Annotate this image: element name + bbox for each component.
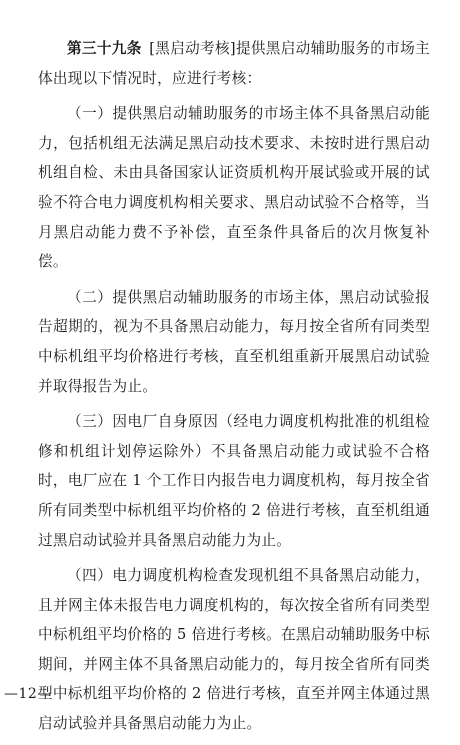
clause-2: （二）提供黑启动辅助服务的市场主体，黑启动试验报告超期的，视为不具备黑启动能力，每月按全省所有同类型中标机组平均价格进行考核，直至机组重新开展黑启动试验并取得报告为止。 <box>38 288 430 395</box>
article-paragraph <box>38 34 430 93</box>
document-body <box>38 34 430 745</box>
article-heading: 第三十九条 <box>67 40 142 57</box>
clause-4: （四）电力调度机构检查发现机组不具备黑启动能力，且并网主体未报告电力调度机构的，每次按全省所有同类型中标机组平均价格的 5 倍进行考核。在黑启动辅助服务中标期间，并网主体不具备黑启动能力的，每月按全省所有同类型中标机组平均价格的 2 倍进行考核，直至并网主体通过黑启动试验并具备黑启动能力为止。 <box>38 567 430 733</box>
article-title: [黑启动考核] <box>149 40 236 57</box>
article-intro: 提供黑启动辅助服务的市场主体出现以下情况时，应进行考核： <box>38 40 430 87</box>
clause-3: （三）因电厂自身原因（经电力调度机构批准的机组检修和机组计划停运除外）不具备黑启动能力或试验不合格时，电厂应在 1 个工作日内报告电力调度机构，每月按全省所有同类型中标机组平均价格的 2 倍进行考核，直至机组通过黑启动试验并具备黑启动能力为止。 <box>38 413 430 549</box>
clause-1: （一）提供黑启动辅助服务的市场主体不具备黑启动能力，包括机组无法满足黑启动技术要求、未按时进行黑启动机组自检、未由具备国家认证资质机构开展试验或开展的试验不符合电力调度机构相关要求、黑启动试验不合格等，当月黑启动能力费不予补偿，直至条件具备后的次月恢复补偿。 <box>38 105 430 271</box>
page-number: —12— <box>4 686 52 702</box>
